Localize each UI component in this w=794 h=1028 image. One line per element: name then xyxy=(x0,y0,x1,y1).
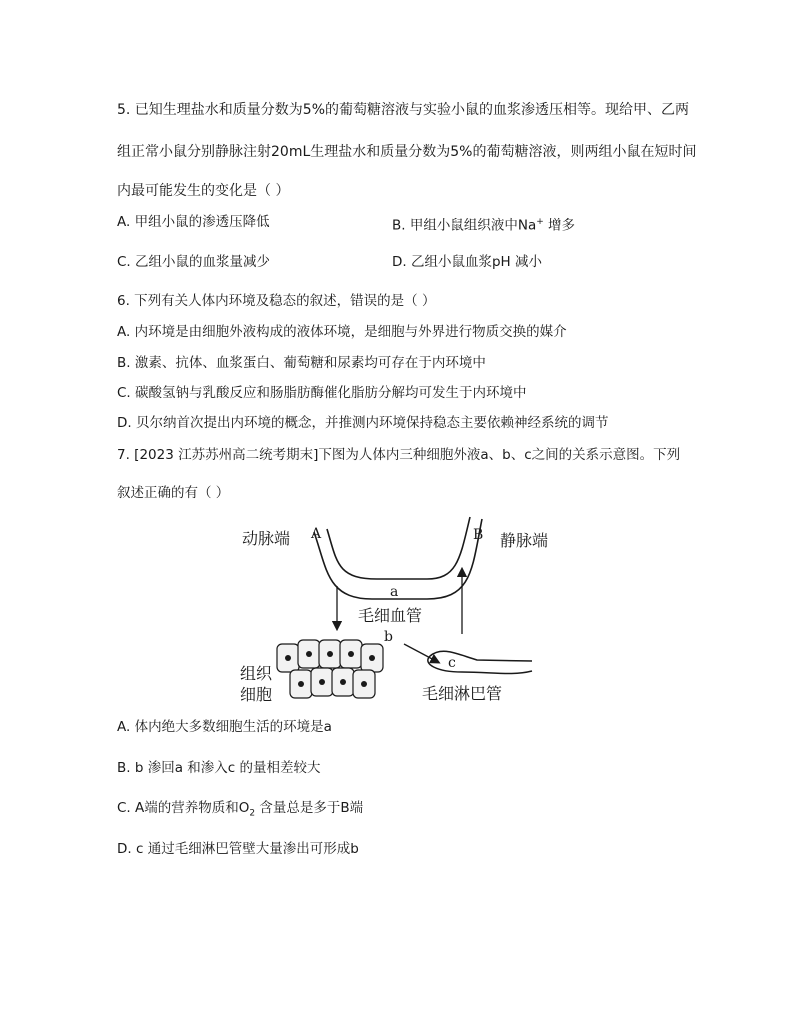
label-B: B xyxy=(473,527,484,543)
q5-option-d: D. 乙组小鼠血浆pH 减小 xyxy=(392,254,542,270)
q7-option-b: B. b 渗回a 和渗入c 的量相差较大 xyxy=(117,760,321,776)
q7-option-d: D. c 通过毛细淋巴管壁大量渗出可形成b xyxy=(117,841,359,857)
q6-stem: 6. 下列有关人体内环境及稳态的叙述，错误的是（ ） xyxy=(117,293,436,309)
capillary-label: 毛细血管 xyxy=(358,606,423,625)
label-A: A xyxy=(311,526,322,542)
lymph-capillary xyxy=(428,651,532,673)
q6-option-c: C. 碳酸氢钠与乳酸反应和肠脂肪酶催化脂肪分解均可发生于内环境中 xyxy=(117,385,527,401)
q5-stem-line1: 5. 已知生理盐水和质量分数为5%的葡萄糖溶液与实验小鼠的血浆渗透压相等。现给甲、乙两 xyxy=(117,102,690,118)
label-c: c xyxy=(448,655,456,671)
q6-option-b: B. 激素、抗体、血浆蛋白、葡萄糖和尿素均可存在于内环境中 xyxy=(117,355,486,371)
q7-option-c-tail: 含量总是多于B端 xyxy=(255,800,364,816)
venous-end-label: 静脉端 xyxy=(500,531,549,550)
tissue-cells-label-1: 组织 xyxy=(240,664,273,683)
q5-option-c: C. 乙组小鼠的血浆量减少 xyxy=(117,254,271,270)
q5-option-b xyxy=(392,213,575,235)
arterial-end-label: 动脉端 xyxy=(242,529,291,548)
q5-option-a: A. 甲组小鼠的渗透压降低 xyxy=(117,214,270,230)
q7-option-c xyxy=(117,799,363,823)
q5-option-b-text: B. 甲组小鼠组织液中Na xyxy=(392,217,537,234)
q5-stem-line3: 内最可能发生的变化是（ ） xyxy=(117,183,290,199)
label-b: b xyxy=(384,629,393,645)
q7-option-c-sub: 2 xyxy=(249,808,256,819)
tissue-cells-label-2: 细胞 xyxy=(240,685,273,704)
tissue-cells xyxy=(277,640,383,698)
lymph-capillary-label: 毛细淋巴管 xyxy=(422,684,503,703)
q5-stem-line2: 组正常小鼠分别静脉注射20mL生理盐水和质量分数为5%的葡萄糖溶液，则两组小鼠在短时间 xyxy=(117,144,697,160)
capillary-inner-wall xyxy=(327,517,470,579)
q7-stem-line2: 叙述正确的有（ ） xyxy=(117,485,230,501)
q7-option-a: A. 体内绝大多数细胞生活的环境是a xyxy=(117,719,332,735)
label-a: a xyxy=(390,584,399,600)
q7-stem-line1: 7. [2023 江苏苏州高二统考期末]下图为人体内三种细胞外液a、b、c之间的关系示意图。下列 xyxy=(117,447,681,463)
q7-option-c-text: C. A端的营养物质和O xyxy=(117,800,250,816)
q5-option-b-tail: 增多 xyxy=(543,217,576,234)
q6-option-a: A. 内环境是由细胞外液构成的液体环境，是细胞与外界进行物质交换的媒介 xyxy=(117,324,567,340)
arrow-to-lymph xyxy=(404,644,436,661)
q5-option-b-sup: + xyxy=(536,217,544,227)
extracellular-fluid-diagram xyxy=(232,514,549,709)
q6-option-d: D. 贝尔纳首次提出内环境的概念，并推测内环境保持稳态主要依赖神经系统的调节 xyxy=(117,415,609,431)
